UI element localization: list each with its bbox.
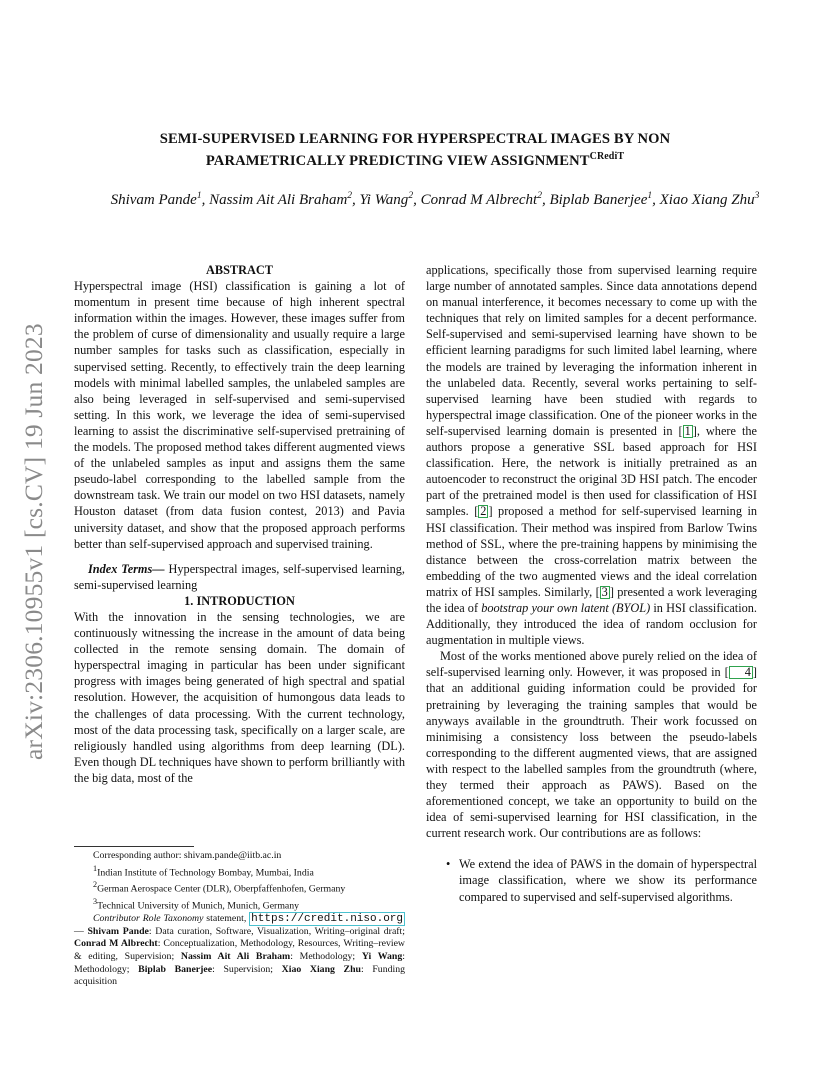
author-affiliation: 2 bbox=[537, 191, 542, 201]
author-name: Yi Wang bbox=[359, 192, 409, 208]
author-name: Nassim Ait Ali Braham bbox=[209, 192, 348, 208]
text-run: presented a work leveraging the idea of bbox=[426, 584, 758, 615]
right-paragraph-2: Most of the works mentioned above purely relied on the idea of self-supervised learning only. However, it was proposed in [ 4 ] that an additional guiding information could be provided for pretraining by leveraging the training samples that would be anyways available in the groundtruth. Their work focussed on minimising a consistency loss between the pseudo-labels corresponding to the different augmented views, that are assigned with respect to the labelled samples from the groundtruth (where, they termed their approach as PAWS). Based on the aforementioned concept, we take an opportunity to build on the idea of semi-supervised learning for HSI classification, in the current research work. Our contributions are as follows: bbox=[426, 649, 757, 841]
author-name: Biplab Banerjee bbox=[549, 192, 648, 208]
footnote-credit bbox=[74, 913, 405, 989]
citation-link[interactable]: 3 bbox=[601, 584, 608, 599]
credit-role: : Methodology; bbox=[290, 950, 362, 962]
index-terms-text: Hyperspectral images, self-supervised learning, semi-supervised learning bbox=[74, 561, 405, 592]
paper-title bbox=[70, 130, 760, 170]
text-run: , where the authors propose a generative SSL based approach for HSI classification. Here, the network is initially pretrained as an autoencoder to reconstruct the original 3D HSI patch. The encoder part of the pretrained model is then used for classification of HSI samples. bbox=[426, 423, 757, 519]
citation-link[interactable]: 1 bbox=[684, 423, 691, 438]
footnote-rule bbox=[74, 846, 194, 847]
credit-role: : Conceptualization, Methodology, Resources, Writing–review & editing, Supervision; bbox=[74, 938, 405, 962]
author-affiliation: 1 bbox=[647, 191, 653, 201]
right-paragraph-1: applications, specifically those from supervised learning require large number of annotated samples. Since data annotations depend on manual interference, it becomes necessary to come up with the techniques that rely on limited samples for a decent performance. Self-supervised and semi-supervised learning have shown to be efficient learning paradigms for such limited label learning, where the models are trained by leveraging the information inherent in the unlabeled data. Recently, several works pertaining to self-supervised learning have been studied with regards to hyperspectral image classification. One of the pioneer works in the self-supervised learning domain is presented in [ 1 ], where the authors propose a generative SSL based approach for HSI classification. Here, the network is initially pretrained as an autoencoder to reconstruct the original 3D HSI patch. The encoder part of the pretrained model is then used for classification of HSI samples. [ 2 ] proposed a method for self-supervised learning in HSI classification. Their method was inspired from Barlow Twins method of SSL, where the pre-training happens by minimising the distance between the cross-correlation matrix between the embedding of the two augmented views and the ideal correlation matrix of HSI samples. Similarly, [ 3 ] presented a work leveraging the idea of bootstrap your own latent (BYOL) in HSI classification. Additionally, they introduced the idea of random occlusion for augmentation in multiple views. bbox=[426, 263, 758, 648]
footnote-aff2-text: German Aerospace Center (DLR), Oberpfaffenhofen, Germany bbox=[97, 883, 346, 895]
text-run: proposed a method for self-supervised learning in HSI classification. Their method was inspired from Barlow Twins method of SSL, where the pre-training happens by minimising the distance between the cross-correlation matrix between the embedding of the two augmented views and the ideal correlation matrix of HSI samples. Similarly, bbox=[426, 504, 758, 599]
citation-link[interactable]: 4 bbox=[729, 666, 753, 679]
text-run: that an additional guiding information could be provided for pretraining by leveraging the training samples that would be anyways available in the groundtruth. Their work focussed on minimising a consistency loss between the pseudo-labels corresponding to the different augmented views, that are assigned with respect to the labelled samples from the groundtruth (where, they termed their approach as PAWS). Based on the aforementioned concept, we take an opportunity to build on the idea of semi-supervised learning for HSI classification, in the current research work. Our contributions are as follows: bbox=[426, 681, 757, 841]
credit-role: : Data curation, Software, Visualization, Writing–original draft; bbox=[148, 925, 406, 937]
text-run: Most of the works mentioned above purely relied on the idea of self-supervised learning only. However, it was proposed in bbox=[426, 649, 757, 680]
contributions-list bbox=[426, 856, 757, 904]
footnote-corresponding: Corresponding author: shivam.pande@iitb.ac.in bbox=[93, 850, 282, 861]
footnote-aff2: $^2$German Aerospace Center (DLR), Oberpfaffenhofen, Germany bbox=[93, 880, 346, 895]
left-column bbox=[74, 262, 405, 786]
credit-author: Shivam Pande bbox=[87, 925, 149, 937]
credit-url-link[interactable]: https://credit.niso.org bbox=[251, 913, 403, 926]
intro-heading: 1. INTRODUCTION bbox=[184, 593, 295, 608]
credit-role: — bbox=[74, 925, 88, 937]
author-list: Shivam Pande$^1$, Nassim Ait Ali Braham$^2$, Yi Wang$^2$, Conrad M Albrecht$^2$, Biplab Banerjee$^1$, Xiao Xiang Zhu$^3$ bbox=[110, 191, 760, 208]
credit-author: Xiao Xiang Zhu bbox=[281, 963, 361, 975]
index-terms-label: Index Terms— bbox=[88, 561, 165, 576]
italic-term: bootstrap your own latent (BYOL) bbox=[481, 600, 651, 615]
right-column bbox=[426, 262, 757, 905]
credit-author: Biplab Banerjee bbox=[138, 963, 213, 975]
credit-pre: statement, bbox=[203, 913, 250, 925]
credit-author: Yi Wang bbox=[361, 950, 403, 962]
footnote-aff1: $^1$Indian Institute of Technology Bombay, Mumbai, India bbox=[93, 863, 314, 878]
author-affiliation: 1 bbox=[196, 191, 202, 201]
credit-role: : Supervision; bbox=[212, 963, 282, 975]
bullet-text: We extend the idea of PAWS in the domain of hyperspectral image classification, where we show its performance compared to supervised and self-supervised algorithms. bbox=[459, 857, 757, 904]
author-affiliation: 2 bbox=[347, 191, 353, 201]
title-line-2 bbox=[70, 148, 760, 170]
footnote-aff1-text: Indian Institute of Technology Bombay, Mumbai, India bbox=[97, 866, 314, 878]
author-name: Conrad M Albrecht bbox=[420, 192, 538, 208]
intro-paragraph-1: With the innovation in the sensing technologies, we are continuously witnessing the increase in the amount of data being collected in the remote sensing domain. The domain of hyperspectral imaging in particular has been under significant progress with images being generated of high spectral and spatial resolution. However, the acquisition of humongous data leads to the challenges of data processing. With the current technology, most of the data processing task, specifically on a larger scale, are religiously handled using algorithms from deep learning (DL). Even though DL techniques have shown to perform brilliantly with the big data, most of the bbox=[74, 609, 405, 785]
abstract-heading: ABSTRACT bbox=[206, 263, 273, 277]
arxiv-identifier[interactable]: arXiv:2306.10955v1 [cs.CV] 19 Jun 2023 bbox=[19, 323, 48, 760]
credit-role: : Funding acquisition bbox=[74, 963, 406, 988]
index-terms bbox=[74, 561, 405, 593]
credit-role: : Methodology; bbox=[74, 950, 405, 975]
credit-author: Conrad M Albrecht bbox=[74, 938, 158, 950]
author-name: Xiao Xiang Zhu bbox=[659, 192, 755, 208]
footnote-aff3: $^3$Technical University of Munich, Munich, Germany bbox=[93, 897, 300, 912]
footnote-aff3-text: Technical University of Munich, Munich, Germany bbox=[97, 900, 300, 912]
author-affiliation: 2 bbox=[408, 191, 414, 201]
abstract-text: Hyperspectral image (HSI) classification is gaining a lot of momentum in present time because of high inherent spectral information within the images. However, these images suffer from the problem of curse of dimensionality and usually require a large number samples for tasks such as classification, especially in supervised setting. Recently, to effectively train the deep learning models with minimal labelled samples, the unlabeled samples are also being leveraged in self-supervised and semi-supervised setting. In this work, we leverage the idea of semi-supervised learning to assist the discriminative self-supervised pretraining of the models. The proposed method takes different augmented views of the unlabeled samples as input and assigns them the same pseudo-label corresponding to the labelled sample from the downstream task. We train our model on two HSI datasets, namely Houston dataset (from data fusion contest, 2013) and Pavia university dataset, and show that the proposed approach performs better than self-supervised approach and supervised training. bbox=[74, 279, 405, 551]
credit-author: Nassim Ait Ali Braham bbox=[180, 950, 291, 962]
credit-label: Contributor Role Taxonomy bbox=[93, 913, 204, 925]
bullet-symbol: • bbox=[446, 857, 451, 872]
list-item bbox=[426, 856, 757, 904]
title-line-1: SEMI-SUPERVISED LEARNING FOR HYPERSPECTRAL IMAGES BY NON bbox=[159, 131, 671, 147]
text-run: in HSI classification. Additionally, they introduced the idea of random occlusion for augmentation in multiple views. bbox=[426, 600, 757, 648]
citation-link[interactable]: 2 bbox=[480, 504, 487, 519]
author-affiliation: 3 bbox=[754, 191, 760, 201]
title-line-2-text: PARAMETRICALLY PREDICTING VIEW ASSIGNMENT bbox=[205, 153, 590, 169]
author-name: Shivam Pande bbox=[110, 192, 197, 208]
text-run: applications, specifically those from supervised learning require large number of annotated samples. Since data annotations depend on manual interference, it becomes necessary to come up with the techniques that rely on limited samples for a decent performance. Self-supervised and semi-supervised learning have shown to be efficient learning paradigms for such limited label learning, where the models are trained by leveraging the information inherent in the unlabeled data. Recently, several works pertaining to self-supervised learning have been studied with regards to hyperspectral image classification. One of the pioneer works in the self-supervised learning domain is presented in bbox=[426, 263, 757, 438]
footnotes bbox=[74, 850, 405, 989]
credit-superscript: CRediT bbox=[589, 151, 625, 162]
